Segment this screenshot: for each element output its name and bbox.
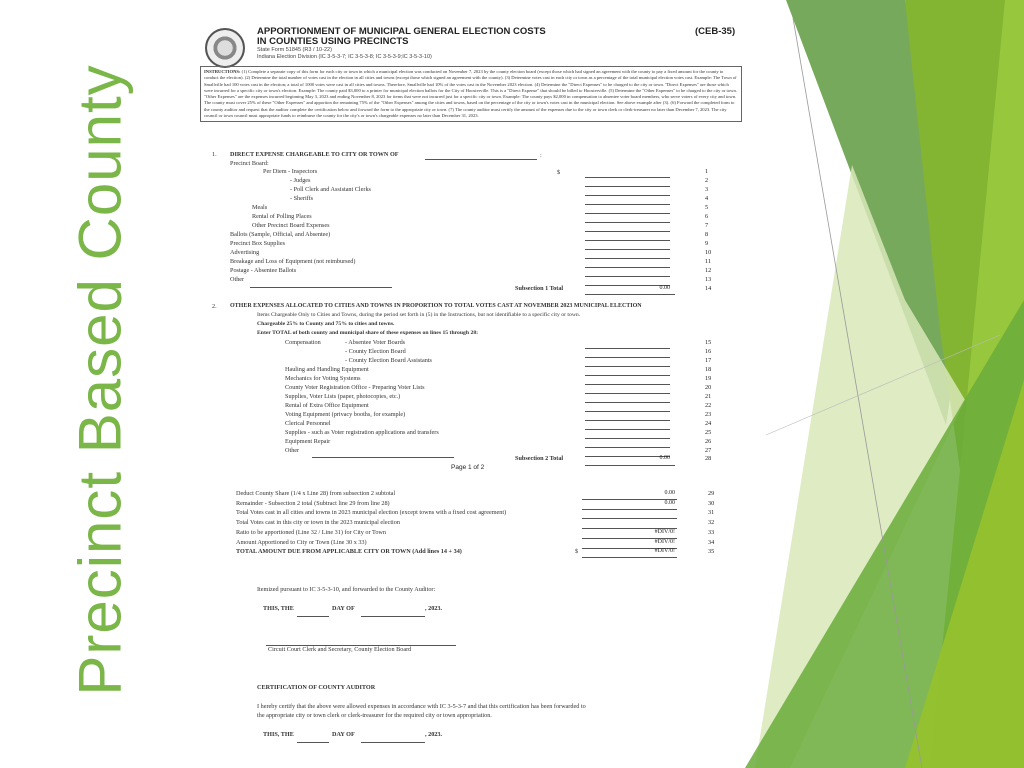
certification-text-line2: the appropriate city or town clerk or clerk-treasurer for the required city or town appropriation. [257, 712, 492, 719]
amount-field[interactable] [582, 557, 677, 558]
subsection1-total-value: 0.00 [659, 285, 670, 291]
amount-field[interactable] [585, 213, 670, 214]
line-number: 7 [705, 222, 709, 229]
form-title-line1: APPORTIONMENT OF MUNICIPAL GENERAL ELECTION COSTS [257, 26, 546, 37]
currency-symbol: $ [575, 548, 579, 556]
line-number: 18 [705, 366, 712, 373]
calc-row-value: 0.00 [664, 490, 675, 496]
amount-field[interactable] [585, 267, 670, 268]
line-number: 26 [705, 438, 712, 445]
amount-field[interactable] [585, 438, 670, 439]
state-form-number: State Form 51845 (R3 / 10-22) [257, 47, 332, 53]
line-number: 2 [705, 177, 709, 184]
row-label: Clerical Personnel [285, 420, 331, 427]
line-number: 30 [708, 499, 715, 507]
row-label: County Voter Registration Office - Preparing Voter Lists [285, 384, 425, 391]
day-field[interactable] [297, 742, 329, 743]
section1-colon: : [540, 152, 542, 159]
currency-symbol: $ [557, 169, 561, 176]
instructions-label: INSTRUCTIONS: [204, 69, 241, 74]
row-label: - Judges [290, 177, 311, 184]
calc-row-value: 0.00 [664, 499, 675, 506]
calc-row-label: Amount Apportioned to City or Town (Line 30 x 33) [236, 538, 367, 546]
line-number: 11 [705, 258, 711, 265]
line-number: 34 [708, 538, 715, 546]
year-suffix: , 2023. [425, 731, 443, 738]
itemized-text: Itemized pursuant to IC 3-5-3-10, and forwarded to the County Auditor: [257, 586, 436, 593]
form-title-line2: IN COUNTIES USING PRECINCTS [257, 36, 409, 47]
row-label: Postage - Absentee Ballots [230, 267, 297, 274]
row-label: Advertising [230, 249, 260, 256]
amount-field[interactable] [585, 177, 670, 178]
row-sublabel: - Absentee Voter Boards [345, 339, 406, 346]
subsection2-total-value: 0.00 [659, 455, 670, 461]
line-number: 3 [705, 186, 709, 193]
line-number: 31 [708, 509, 715, 517]
line-number: 6 [705, 213, 709, 220]
calc-row-label: Total Votes cast in all cities and towns in 2023 municipal election (except towns with a fixed cost agreement) [236, 509, 507, 517]
amount-field[interactable] [585, 249, 670, 250]
row-label: Rental of Polling Places [252, 213, 312, 220]
slide-title: Precinct Based County [66, 64, 134, 696]
division-citation: Indiana Election Division (IC 3-5-3-7; IC 3-5-3-8; IC 3-5-3-9;IC 3-5-3-10) [257, 54, 432, 60]
calc-row-label: Ratio to be apportioned (Line 32 / Line 31) for City or Town [236, 528, 386, 536]
row-label: Equipment Repair [285, 438, 331, 445]
this-the-label: THIS, THE [263, 605, 294, 612]
state-seal-icon [205, 28, 245, 68]
section1-heading: DIRECT EXPENSE CHARGEABLE TO CITY OR TOWN OF [230, 151, 399, 158]
amount-field[interactable] [585, 348, 670, 349]
row-label: Rental of Extra Office Equipment [285, 402, 369, 409]
calc-row-label: Deduct County Share (1/4 x Line 28) from subsection 2 subtotal [236, 490, 396, 497]
day-of-label: DAY OF [332, 731, 355, 738]
row-label: - Sheriffs [290, 195, 314, 202]
total-underline [585, 465, 675, 466]
row-label: Supplies - such as Voter registration applications and transfers [285, 429, 439, 436]
month-field[interactable] [361, 616, 425, 617]
row-label: Precinct Box Supplies [230, 240, 285, 247]
line-number: 12 [705, 267, 712, 274]
form-code: (CEB-35) [695, 26, 736, 37]
year-suffix: , 2023. [425, 605, 443, 612]
line-number: 29 [708, 490, 715, 497]
page-number: Page 1 of 2 [451, 464, 485, 471]
amount-field[interactable] [582, 518, 677, 519]
line-number: 5 [705, 204, 709, 211]
calc-row-value: #DIV/0! [654, 528, 675, 535]
line-number: 27 [705, 447, 712, 454]
line-number: 17 [705, 357, 712, 364]
amount-field[interactable] [585, 402, 670, 403]
signature-caption: Circuit Court Clerk and Secretary, County Election Board [268, 646, 412, 653]
line-number: 10 [705, 249, 712, 256]
line-number: 35 [708, 548, 715, 556]
day-of-label: DAY OF [332, 605, 355, 612]
amount-field[interactable] [585, 276, 670, 277]
row-label: Meals [252, 204, 268, 211]
calc-row-value: #DIV/0! [654, 538, 675, 545]
certification-text-line1: I hereby certify that the above were allowed expenses in accordance with IC 3-5-3-7 and that this certification has been forwarded to [257, 703, 586, 710]
line-number: 20 [705, 384, 712, 391]
calc-row-value: #DIV/0! [654, 548, 675, 555]
line-number: 8 [705, 231, 709, 238]
amount-field[interactable] [585, 420, 670, 421]
calc-row-label: Remainder - Subsection 2 total (Subtract line 29 from line 28) [236, 499, 390, 507]
row-label: Voting Equipment (privacy booths, for example) [285, 411, 406, 418]
line-number: 28 [705, 455, 712, 462]
month-field[interactable] [361, 742, 425, 743]
line-number: 22 [705, 402, 712, 409]
amount-field[interactable] [585, 222, 670, 223]
line-number: 32 [708, 519, 715, 527]
calc-row-label: TOTAL AMOUNT DUE FROM APPLICABLE CITY OR TOWN (Add lines 14 + 34) [236, 548, 462, 556]
amount-field[interactable] [585, 384, 670, 385]
line-number: 24 [705, 420, 712, 427]
precinct-board-label: Precinct Board: [230, 160, 269, 167]
row-label: Breakage and Loss of Equipment (not reimbursed) [230, 258, 356, 265]
form-document [195, 0, 745, 768]
amount-field[interactable] [585, 411, 670, 412]
line-number: 19 [705, 375, 712, 382]
amount-field[interactable] [585, 231, 670, 232]
total-underline [585, 294, 675, 295]
row-label: Mechanics for Voting Systems [285, 375, 361, 382]
line-number: 33 [708, 528, 715, 536]
amount-field[interactable] [585, 429, 670, 430]
line-number: 9 [705, 240, 709, 247]
subsection2-total-label: Subsection 2 Total [515, 455, 564, 462]
line-number: 25 [705, 429, 712, 436]
line-number: 15 [705, 339, 712, 346]
amount-field[interactable] [585, 366, 670, 367]
section2-note1: Items Chargeable Only to Cities and Towns, during the period set forth in (5) in the Instructions, but not identifiable to a specific city or town. [257, 312, 581, 318]
amount-field[interactable] [585, 240, 670, 241]
amount-field[interactable] [585, 204, 670, 205]
amount-field[interactable] [585, 195, 670, 196]
amount-field[interactable] [585, 186, 670, 187]
section1-number: 1. [212, 151, 217, 158]
instructions-text: (1) Complete a separate copy of this form for each city or town in which a municipal election was conducted on November 7, 2023 by the county election board (except those which had signed an agreement with the county to pay a fixed amount for the county to conduct the election). (2) Determine the total number of votes cast in the election in all cities and towns (except those which signed an agreement with the county). (3) Determine votes cast in each city or town as a percentage of the total municipal election votes cast. Example: The Town of Smallville had 100 votes cast in the election; a total of 1000 votes were cast in all cities and towns. Therefore, Smallville had 10% of the votes cast in the November 2023 election. (4) Determine the "Direct Expenses" to be charged to the city or town. "Direct Expenses" are those which were incurred for a specific city or town's election. Example: The county paid $3,000 to a printer for municipal election ballots for the City of Hoosierville. This is a "Direct Expense" that should be billed to Hoosierville. (5) Determine the "Other Expenses" to be charged to the city or town. "Other Expenses" are the expenses incurred beginning May 3, 2023 and ending November 8, 2023 for items that were not incurred just for a specific city or town. Example: The county pays $2,000 in compensation to absentee voter board members, who serve voters of every city and town. The county must cover 25% of these "Other Expenses" and apportion the remaining 75% of the "Other Expenses" among the cities and towns, based on the percentage of the city or town's votes cast in the municipal election. See above example after (3). (6) Forward the completed form to the county auditor and request that the auditor complete the certification below and forward the form to the appropriate city or town. (7) The county auditor must certify the amount of the expenses due to the city or town clerk or clerk-treasurer no later than December 7, 2023. The city council or town council must appropriate funds to reimburse the county for the city's or town's chargeable expenses no later than December 31, 2023. [204, 69, 737, 119]
other-description-field[interactable] [250, 287, 392, 288]
day-field[interactable] [297, 616, 329, 617]
row-label: - Poll Clerk and Assistant Clerks [290, 186, 371, 193]
line-number: 1 [705, 168, 709, 175]
section2-note3: Enter TOTAL of both county and municipal share of these expenses on lines 15 through 28: [257, 330, 479, 336]
section2-heading: OTHER EXPENSES ALLOCATED TO CITIES AND TOWNS IN PROPORTION TO TOTAL VOTES CAST AT NOVEMBER 2023 MUNICIPAL ELECTION [230, 303, 642, 309]
line-number: 16 [705, 348, 712, 355]
row-label: Other Precinct Board Expenses [252, 222, 330, 229]
subsection1-total-label: Subsection 1 Total [515, 285, 564, 292]
row-label: Other [285, 447, 300, 454]
instructions-box [200, 66, 742, 122]
row-label: Per Diem - Inspectors [263, 168, 318, 175]
section2-note2: Chargeable 25% to County and 75% to cities and towns. [257, 321, 395, 327]
row-label: Supplies, Voter Lists (paper, photocopies, etc.) [285, 393, 401, 400]
city-town-name-field[interactable] [425, 159, 537, 160]
row-label: Ballots (Sample, Official, and Absentee) [230, 231, 331, 238]
line-number: 23 [705, 411, 712, 418]
line-number: 21 [705, 393, 712, 400]
amount-field[interactable] [585, 393, 670, 394]
row-label: Other [230, 276, 245, 283]
section2-number: 2. [212, 303, 217, 310]
amount-field[interactable] [585, 375, 670, 376]
row-sublabel: - County Election Board [345, 348, 406, 355]
amount-field[interactable] [585, 258, 670, 259]
certification-heading: CERTIFICATION OF COUNTY AUDITOR [257, 684, 376, 691]
amount-field[interactable] [582, 509, 677, 510]
this-the-label: THIS, THE [263, 731, 294, 738]
line-number: 13 [705, 276, 712, 283]
row-label: Compensation [285, 339, 321, 346]
row-label: Hauling and Handling Equipment [285, 366, 369, 373]
other-description-field[interactable] [312, 457, 454, 458]
row-sublabel: - County Election Board Assistants [345, 357, 432, 364]
amount-field[interactable] [585, 447, 670, 448]
calc-row-label: Total Votes cast in this city or town in the 2023 municipal election [236, 519, 400, 527]
line-number: 4 [705, 195, 709, 202]
line-number: 14 [705, 285, 712, 292]
amount-field[interactable] [585, 357, 670, 358]
